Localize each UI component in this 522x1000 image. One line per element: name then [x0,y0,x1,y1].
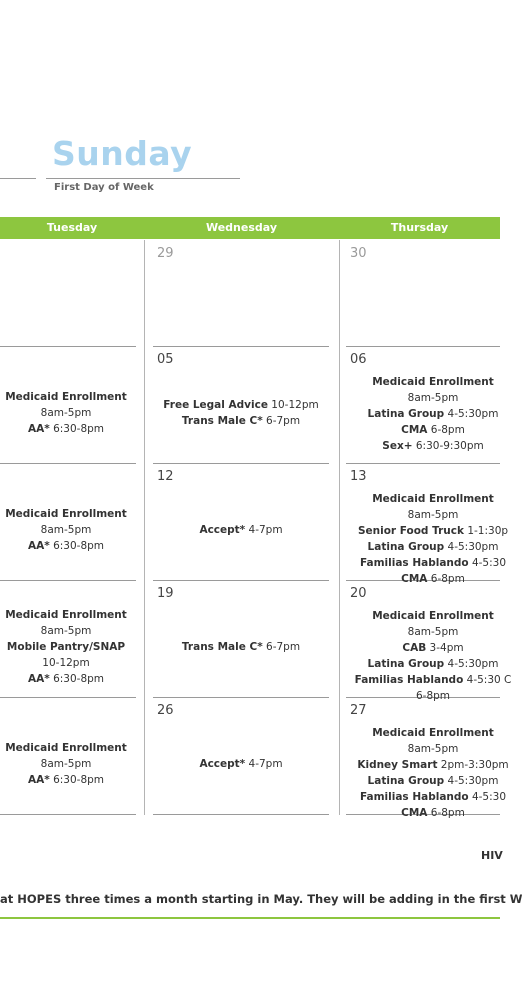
footer-hiv-label: HIV [481,849,503,862]
event-list [0,740,166,788]
date-number: 05 [157,352,174,367]
event-line [0,772,166,788]
day-cell[interactable] [346,697,509,819]
day-cell[interactable] [0,580,136,697]
event-name: Medicaid Enrollment [5,741,127,754]
date-number: 20 [350,586,367,601]
event-line [346,422,520,438]
first-day-subtitle: First Day of Week [54,182,154,193]
event-name: Latina Group [367,541,445,553]
date-number: 30 [350,246,367,261]
header-divider [46,178,240,179]
date-number: 27 [350,703,367,718]
event-name: Accept* [199,523,246,536]
header-divider-left [0,178,36,179]
event-time: 6:30-8pm [49,422,105,435]
event-list [153,522,329,538]
event-line [0,538,166,554]
event-list [153,639,329,655]
event-line [346,539,520,555]
event-list [346,491,520,587]
event-line [346,725,520,741]
day-header-thursday: Thursday [339,217,500,239]
event-name: Medicaid Enrollment [5,390,127,403]
event-line [346,438,520,454]
event-time: 6-7pm [262,414,301,427]
day-cell[interactable] [0,463,136,580]
event-name: Familias Hablando [354,674,464,686]
event-time: 6-8pm [427,807,465,819]
date-number: 06 [350,352,367,367]
event-line [0,389,166,405]
day-header-wednesday: Wednesday [144,217,339,239]
event-line [346,789,520,805]
event-line [0,639,166,655]
event-line [346,390,520,406]
event-line [346,374,520,390]
event-line [0,671,166,687]
event-name: Latina Group [367,408,445,420]
event-name: Free Legal Advice [163,398,268,411]
day-cell[interactable] [153,240,329,346]
event-name: Medicaid Enrollment [372,727,494,739]
event-time: 8am-5pm [407,743,459,755]
event-name: AA* [27,773,50,786]
event-name: Familias Hablando [359,557,469,569]
event-time: 6:30-8pm [49,773,105,786]
event-time: 1-1:30p [463,525,509,537]
event-line [153,756,329,772]
event-name: Medicaid Enrollment [5,507,127,520]
event-time: 4-5:30pm [444,775,499,787]
event-line [346,507,520,523]
event-time: 8am-5pm [40,757,92,770]
event-time: 3-4pm [426,642,464,654]
event-name: Medicaid Enrollment [372,493,494,505]
event-time: 6:30-8pm [49,672,105,685]
event-time: 4-5:30pm [444,658,499,670]
day-cell[interactable] [0,240,136,346]
event-line [346,608,520,624]
event-line [153,413,329,429]
event-line [0,421,166,437]
event-line [0,607,166,623]
date-number: 19 [157,586,174,601]
event-line [0,740,166,756]
event-line [346,805,520,821]
day-cell[interactable] [0,697,136,814]
day-cell[interactable] [346,463,509,585]
event-time: 4-5:30pm [444,408,499,420]
event-time: 4-7pm [245,523,283,536]
event-list [0,506,166,554]
event-name: Kidney Smart [357,759,438,771]
event-time: 10-12pm [267,398,319,411]
event-line [346,491,520,507]
event-time: 2pm-3:30pm [437,759,509,771]
column-divider [339,240,340,815]
event-name: Senior Food Truck [357,525,464,537]
event-time: 4-5:30pm [444,541,499,553]
event-name: CAB [402,642,427,654]
event-time: 8am-5pm [40,523,92,536]
event-line [153,522,329,538]
event-name: Familias Hablando [359,791,469,803]
date-number: 29 [157,246,174,261]
event-time: 8am-5pm [407,509,459,521]
event-line [346,640,520,656]
event-line [346,757,520,773]
event-name: Accept* [199,757,246,770]
event-name: Trans Male C* [181,640,263,653]
day-cell[interactable] [153,346,329,463]
event-line [346,624,520,640]
row-divider [0,814,136,815]
day-cell[interactable] [153,580,329,697]
day-cell[interactable] [153,697,329,814]
footer-note: at HOPES three times a month starting in May. They will be adding in the first W [0,892,522,906]
event-line [0,522,166,538]
event-time: 8am-5pm [407,392,459,404]
first-day-title: Sunday [52,134,193,173]
event-line [346,406,520,422]
event-name: Medicaid Enrollment [5,608,127,621]
event-line [0,655,166,671]
event-time: 8am-5pm [407,626,459,638]
event-line [346,741,520,757]
event-name: CMA [401,424,428,436]
calendar-header [0,0,500,215]
event-list [0,389,166,437]
day-cell[interactable] [346,580,512,702]
event-time: 6-7pm [262,640,301,653]
event-list [346,725,520,821]
event-name: Sex+ [382,440,413,452]
event-line [346,672,520,688]
event-name: Medicaid Enrollment [372,610,494,622]
row-divider [153,814,329,815]
date-number: 12 [157,469,174,484]
event-time: 4-7pm [245,757,283,770]
day-cell[interactable] [0,346,136,463]
event-line [153,639,329,655]
event-name: AA* [27,672,50,685]
event-line [0,623,166,639]
date-number: 13 [350,469,367,484]
event-line [153,397,329,413]
day-header-tuesday: Tuesday [0,217,144,239]
event-time: 8am-5pm [40,624,92,637]
day-cell[interactable] [153,463,329,580]
event-line [0,756,166,772]
event-name: AA* [27,539,50,552]
event-name: Mobile Pantry/SNAP [6,640,126,653]
event-time: 6-8pm [427,424,465,436]
event-time: 4-5:30 [468,791,507,803]
event-time: 10-12pm [42,656,90,669]
event-line [346,656,520,672]
event-time: 6-8pm [415,690,451,702]
event-time: 4-5:30 [468,557,507,569]
event-time: 8am-5pm [40,406,92,419]
event-time: 6-8pm [427,573,465,585]
day-cell[interactable] [346,346,500,463]
event-name: Trans Male C* [181,414,263,427]
event-name: CMA [401,573,428,585]
event-line [346,523,520,539]
day-cell[interactable] [346,240,500,346]
event-name: Medicaid Enrollment [372,376,494,388]
event-name: Latina Group [367,775,445,787]
date-number: 26 [157,703,174,718]
footer-divider [0,917,500,919]
event-list [346,608,520,704]
event-line [346,555,520,571]
event-name: CMA [401,807,428,819]
event-list [153,756,329,772]
event-list [153,397,329,429]
event-time: 6:30-9:30pm [412,440,484,452]
event-name: Latina Group [367,658,445,670]
event-line [0,405,166,421]
event-list [346,374,520,454]
event-name: AA* [27,422,50,435]
event-line [0,506,166,522]
event-list [0,607,166,687]
event-time: 4-5:30 C [463,674,512,686]
event-line [346,773,520,789]
event-time: 6:30-8pm [49,539,105,552]
